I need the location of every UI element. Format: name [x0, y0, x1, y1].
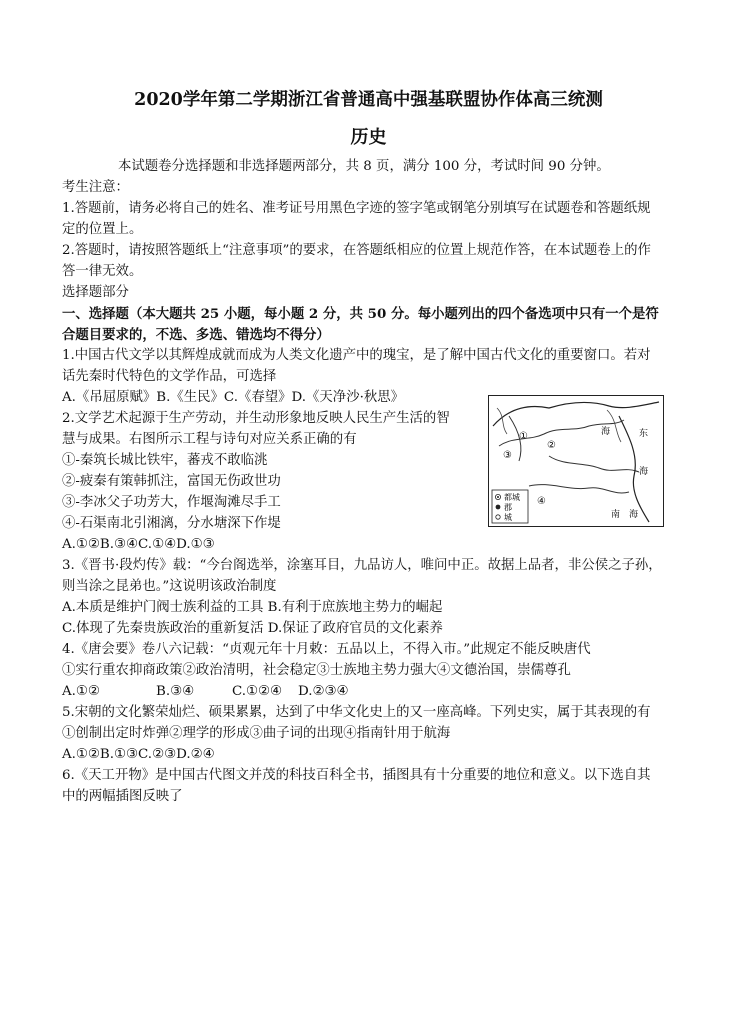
- question-4-option: A.①②: [62, 684, 100, 699]
- map-label: 海: [639, 467, 649, 477]
- marker-2: ②: [547, 440, 556, 451]
- ancient-projects-map: [488, 395, 664, 527]
- question-4-option: B.③④: [156, 684, 195, 699]
- note-line: 答一律无效。: [62, 264, 143, 279]
- question-2-item: ③-李冰父子功芳大，作堰淘滩尽手工: [62, 495, 281, 510]
- question-2: 2.文学艺术起源于生产劳动，并生动形象地反映人民生产生活的智: [62, 411, 450, 426]
- question-2-item: ②-疲秦有策韩抓注，富国无伤政世功: [62, 474, 281, 489]
- note-line: 1.答题前，请务必将自己的姓名、准考证号用黑色字迹的签字笔或钢笔分别填写在试题卷和答题纸规: [62, 201, 651, 216]
- marker-4: ④: [537, 496, 546, 507]
- legend-label: 都城: [504, 493, 520, 502]
- question-6: 6.《天工开物》是中国古代图文并茂的科技百科全书，插图具有十分重要的地位和意义。以下选自其: [62, 768, 651, 783]
- question-3-options: A.本质是维护门阀士族利益的工具 B.有利于庶族地主势力的崛起: [62, 600, 443, 615]
- legend-label: 城: [504, 513, 512, 522]
- question-3-options: C.体现了先秦贵族政治的重新复活 D.保证了政府官员的文化素养: [62, 621, 443, 636]
- question-4: 4.《唐会要》卷八六记载：“贞观元年十月敕：五品以上，不得入市。”此规定不能反映唐代: [62, 642, 591, 657]
- question-2-options: A.①②B.③④C.①④D.①③: [62, 537, 215, 552]
- map-label: 海: [601, 427, 611, 437]
- question-3: 则当涂之昆弟也。”这说明该政治制度: [62, 579, 277, 594]
- question-2-item: ④-石渠南北引湘漓，分水塘深下作堤: [62, 516, 281, 531]
- question-5: 5.宋朝的文化繁荣灿烂、硕果累累，达到了中华文化史上的又一座高峰。下列史实，属于其表现的有: [62, 705, 651, 720]
- note-line: 2.答题时，请按照答题纸上“注意事项”的要求，在答题纸相应的位置上规范作答，在本试题卷上的作: [62, 243, 651, 258]
- marker-3: ③: [503, 450, 512, 461]
- map-graphic: [489, 396, 663, 526]
- map-label: 东: [639, 429, 649, 439]
- question-5-options: A.①②B.①③C.②③D.②④: [62, 747, 215, 762]
- question-4-option: D.②③④: [298, 684, 349, 699]
- question-1-options: A.《吊屈原赋》B.《生民》C.《春望》D.《天净沙·秋思》: [62, 390, 405, 405]
- subject-title: 历史: [350, 127, 387, 148]
- exam-title: 2020学年第二学期浙江省普通高中强基联盟协作体高三统测: [134, 90, 603, 110]
- part-label: 选择题部分: [62, 285, 129, 300]
- legend-label: 郡: [504, 503, 512, 512]
- map-label: 南: [611, 510, 621, 520]
- marker-1: ①: [519, 431, 528, 442]
- map-label: 海: [629, 510, 639, 520]
- question-2: 慧与成果。右图所示工程与诗句对应关系正确的有: [62, 432, 357, 447]
- section-heading: 一、选择题（本大题共 25 小题，每小题 2 分，共 50 分。每小题列出的四个备选项中只有一个是符: [62, 306, 659, 322]
- note-line: 定的位置上。: [62, 222, 143, 237]
- question-4-option: C.①②④: [232, 684, 283, 699]
- question-1: 1.中国古代文学以其辉煌成就而成为人类文化遗产中的瑰宝，是了解中国古代文化的重要窗口。若对: [62, 348, 651, 363]
- section-heading: 合题目要求的，不选、多选、错选均不得分）: [62, 327, 330, 343]
- question-3: 3.《晋书·段灼传》载：“今台阁选举，涂塞耳目，九品访人，唯问中正。故据上品者，非公侯之子孙，: [62, 558, 662, 573]
- question-5: ①创制出定时炸弹②理学的形成③曲子词的出现④指南针用于航海: [62, 726, 451, 741]
- exam-intro: 本试题卷分选择题和非选择题两部分，共 8 页，满分 100 分，考试时间 90 分钟。: [118, 159, 610, 174]
- question-1: 话先秦时代特色的文学作品，可选择: [62, 369, 277, 384]
- question-2-item: ①-秦筑长城比铁牢，蕃戎不敢临洮: [62, 453, 268, 468]
- question-4: ①实行重农抑商政策②政治清明，社会稳定③士族地主势力强大④文德治国，崇儒尊孔: [62, 663, 571, 678]
- question-6: 中的两幅插图反映了: [62, 789, 183, 804]
- notes-heading: 考生注意：: [62, 180, 129, 195]
